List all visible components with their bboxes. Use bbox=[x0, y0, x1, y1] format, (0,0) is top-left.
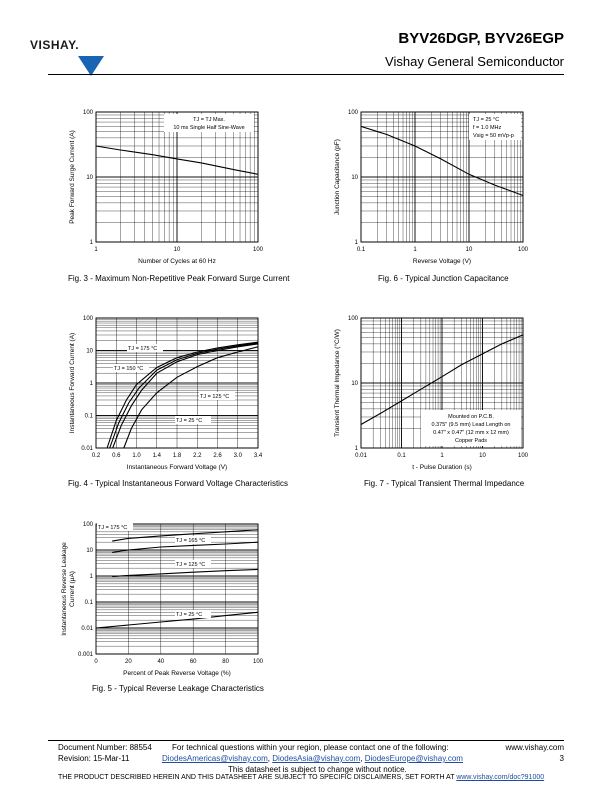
x-tick-label: 1 bbox=[440, 453, 444, 459]
y-tick-label: 100 bbox=[347, 110, 358, 116]
y-tick-label: 100 bbox=[347, 316, 358, 322]
revision: Revision: 15-Mar-11 bbox=[58, 754, 130, 763]
email-separator-2: , bbox=[360, 754, 365, 763]
annotation-tj: TJ = 25 °C bbox=[473, 117, 500, 123]
y-tick-label: 10 bbox=[86, 175, 93, 181]
fig5-caption: Fig. 5 - Typical Reverse Leakage Characteristics bbox=[92, 684, 264, 693]
series-label: TJ = 175 °C bbox=[98, 525, 128, 531]
fig7-caption: Fig. 7 - Typical Transient Thermal Impedance bbox=[364, 479, 525, 488]
y-axis-label: Instantaneous Reverse Leakage bbox=[61, 542, 68, 636]
series-label: TJ = 25 °C bbox=[176, 418, 203, 424]
series-label: TJ = 175 °C bbox=[128, 346, 158, 352]
email-europe[interactable]: DiodesEurope@vishay.com bbox=[364, 754, 463, 763]
fig3-chart bbox=[60, 106, 270, 266]
page-number: 3 bbox=[559, 754, 564, 763]
x-tick-label: 80 bbox=[222, 659, 229, 665]
annotation-vsig: Vsig = 50 mVp-p bbox=[473, 133, 514, 139]
fig3-caption: Fig. 3 - Maximum Non-Repetitive Peak Forward Surge Current bbox=[68, 274, 290, 283]
x-axis-label: t - Pulse Duration (s) bbox=[412, 464, 472, 471]
series-label: TJ = 150 °C bbox=[114, 366, 144, 372]
x-tick-label: 20 bbox=[125, 659, 132, 665]
notice: This datasheet is subject to change without notice. bbox=[228, 765, 407, 774]
y-tick-label: 10 bbox=[351, 175, 358, 181]
x-axis-label: Reverse Voltage (V) bbox=[412, 258, 472, 265]
annotation-freq: f = 1.0 MHz bbox=[473, 125, 502, 131]
x-tick-label: 3.0 bbox=[233, 453, 242, 459]
y-tick-label: 100 bbox=[82, 522, 93, 528]
y-axis-label: Transient Thermal Impedance (°C/W) bbox=[334, 329, 341, 437]
x-tick-label: 0.1 bbox=[356, 247, 366, 253]
y-tick-label: 100 bbox=[82, 110, 93, 116]
x-tick-label: 1 bbox=[94, 247, 98, 253]
fig4-caption: Fig. 4 - Typical Instantaneous Forward Voltage Characteristics bbox=[68, 479, 288, 488]
y-tick-label: 10 bbox=[351, 381, 358, 387]
footer-rule bbox=[48, 740, 564, 741]
y-tick-label: 1 bbox=[89, 574, 93, 580]
x-tick-label: 1 bbox=[413, 247, 417, 253]
annotation-line: Copper Pads bbox=[454, 438, 488, 444]
y-tick-label: 0.1 bbox=[84, 600, 93, 606]
y-tick-label: 1 bbox=[354, 446, 358, 452]
x-tick-label: 0.6 bbox=[112, 453, 121, 459]
y-axis-label: Junction Capacitance (pF) bbox=[334, 139, 341, 215]
x-tick-label: 60 bbox=[189, 659, 197, 665]
x-tick-label: 40 bbox=[157, 659, 165, 665]
fig4-chart bbox=[60, 312, 270, 472]
x-tick-label: 100 bbox=[252, 247, 264, 253]
company-name: Vishay General Semiconductor bbox=[385, 54, 564, 69]
x-tick-label: 10 bbox=[173, 247, 181, 253]
x-tick-label: 2.2 bbox=[193, 453, 202, 459]
annotation-line: 0.47" x 0.47" (12 mm x 12 mm) bbox=[433, 430, 509, 436]
email-americas[interactable]: DiodesAmericas@vishay.com bbox=[162, 754, 268, 763]
x-axis-label: Number of Cycles at 60 Hz bbox=[138, 258, 216, 265]
x-tick-label: 2.6 bbox=[213, 453, 222, 459]
logo-text: VISHAY. bbox=[30, 38, 80, 52]
x-tick-label: 100 bbox=[252, 659, 264, 665]
annotation-wave: 10 ms Single Half Sine-Wave bbox=[173, 125, 245, 131]
x-tick-label: 10 bbox=[465, 247, 473, 253]
x-tick-label: 100 bbox=[517, 453, 529, 459]
header-rule bbox=[48, 74, 564, 75]
annotation-tj: TJ = TJ Max. bbox=[193, 117, 225, 123]
fig6-caption: Fig. 6 - Typical Junction Capacitance bbox=[378, 274, 509, 283]
y-tick-label: 1 bbox=[354, 240, 358, 246]
series-label: TJ = 125 °C bbox=[200, 394, 230, 400]
fig7-chart bbox=[325, 312, 535, 472]
x-tick-label: 3.4 bbox=[253, 453, 263, 459]
series-label: TJ = 125 °C bbox=[176, 562, 206, 568]
fig6-chart bbox=[325, 106, 535, 266]
x-tick-label: 1.4 bbox=[152, 453, 161, 459]
annotation-line: 0.375" (9.5 mm) Lead Length on bbox=[431, 422, 511, 428]
y-axis-label: Peak Forward Surge Current (A) bbox=[69, 130, 76, 224]
email-separator-1: , bbox=[267, 754, 273, 763]
y-tick-label: 10 bbox=[86, 348, 93, 355]
website[interactable]: www.vishay.com bbox=[505, 743, 564, 752]
x-axis-label: Percent of Peak Reverse Voltage (%) bbox=[123, 670, 231, 677]
x-tick-label: 1.8 bbox=[172, 453, 182, 459]
y-tick-label: 1 bbox=[89, 381, 93, 387]
x-tick-label: 0.2 bbox=[91, 453, 101, 459]
y-tick-label: 0.001 bbox=[77, 652, 93, 658]
y-tick-label: 0.01 bbox=[81, 446, 93, 452]
y-tick-label: 100 bbox=[82, 316, 93, 322]
x-tick-label: 0.1 bbox=[397, 453, 406, 459]
fig5-chart bbox=[52, 518, 270, 678]
x-tick-label: 10 bbox=[479, 453, 486, 459]
series-label: TJ = 165 °C bbox=[176, 538, 206, 544]
contact-text: For technical questions within your region, please contact one of the following: bbox=[172, 743, 449, 752]
y-axis-label: Current (μA) bbox=[69, 571, 76, 607]
y-tick-label: 0.01 bbox=[81, 626, 93, 632]
series-label: TJ = 25 °C bbox=[176, 612, 203, 618]
series-line bbox=[112, 569, 258, 576]
annotation-line: Mounted on P.C.B. bbox=[448, 414, 494, 420]
part-number: BYV26DGP, BYV26EGP bbox=[398, 30, 564, 47]
x-tick-label: 100 bbox=[517, 247, 529, 253]
x-tick-label: 0.01 bbox=[355, 453, 367, 459]
disclaimer-link[interactable]: www.vishay.com/doc?91000 bbox=[456, 774, 545, 781]
x-axis-label: Instantaneous Forward Voltage (V) bbox=[126, 464, 228, 471]
y-tick-label: 10 bbox=[86, 548, 93, 554]
y-tick-label: 0.1 bbox=[84, 413, 93, 420]
contact-emails bbox=[162, 754, 463, 763]
series-line bbox=[110, 343, 258, 448]
y-tick-label: 1 bbox=[89, 240, 93, 246]
doc-number: Document Number: 88554 bbox=[58, 743, 152, 752]
x-tick-label: 1.0 bbox=[132, 453, 141, 459]
email-asia[interactable]: DiodesAsia@vishay.com bbox=[272, 754, 361, 763]
y-axis-label: Instantaneous Forward Current (A) bbox=[69, 332, 76, 434]
disclaimer bbox=[58, 774, 544, 781]
disclaimer-text: THE PRODUCT DESCRIBED HEREIN AND THIS DATASHEET ARE SUBJECT TO SPECIFIC DISCLAIMERS, SET FORTH AT bbox=[58, 774, 455, 781]
x-tick-label: 0 bbox=[94, 659, 98, 665]
